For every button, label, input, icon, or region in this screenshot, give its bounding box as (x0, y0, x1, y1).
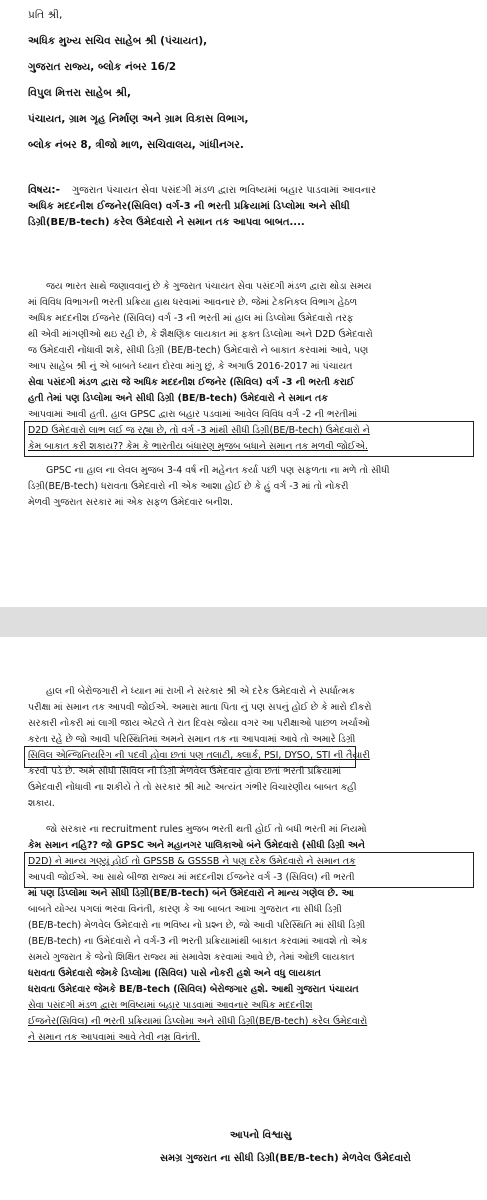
paragraph-line: સરકારી નોકરી માં લાગી જાય એટલે તે રાત દિવસ જોયા વગર આ પરીક્ષાઓ પાછળ ખર્ચાઓ (28, 718, 370, 729)
address-line: પંચાયત, ગ્રામ ગૃહ નિર્માણ અને ગ્રામ વિકાસ વિભાગ, (28, 113, 249, 125)
paragraph-line: ડિગ્રી(BE/B-tech) ધરાવતા ઉમેદવારો ની એક આશા હોઈ છે કે હું વર્ગ -3 માં તો નોકરી (28, 481, 349, 492)
paragraph-line: D2D ઉમેદવારો લાભ લઈ જ રહ્યા છે, તો વર્ગ -3 માંથી સીધી ડિગ્રી(BE/B-tech) ઉમેદવારો ને (28, 425, 370, 436)
signature-line: સમગ્ર ગુજરાત ના સીધી ડિગ્રી(BE/B-tech) મેળવેલ ઉમેદવારો (160, 1153, 411, 1164)
paragraph-line: ઈજનેર(સિવિલ) ની ભરતી પ્રક્રિયામાં ડિપ્લોમા અને સીધી ડિગ્રી(BE/B-tech) કરેલ ઉમેદવારો (28, 1016, 368, 1027)
paragraph-line: GPSC ના હાલ ના લેવલ મુજબ 3-4 વર્ષ ની મહેનત કર્યા પછી પણ સફળતા ના મળે તો સીધી (46, 465, 390, 476)
paragraph-line: ઉમેદવારી નોંધાવી ના શકીયે તે તો સરકાર શ્રી માટે અત્યંત ગંભીર વિચારણીય બાબત કહી (28, 782, 357, 793)
paragraph-line: જો સરકાર ના recruitment rules મુજબ ભરતી થતી હોઈ તો બધી ભરતી માં નિયમો (46, 824, 367, 835)
paragraph-line: આપવી જોઈએ. આ સાથે બીજા રાજ્ય માં મદદનીશ ઈજનેર વર્ગ -3 (સિવિલ) ની ભરતી (28, 872, 355, 883)
paragraph-line: કરવી પડે છે. અમે સીધી સિવિલ ની ડિગ્રી મેળવેલ ઉમેદવાર હોવા છતાં ભરતી પ્રક્રિયામાં (28, 766, 342, 777)
subject-line: ડિગ્રી(BE/B-tech) કરેલ ઉમેદવારો ને સમાન તક આપવા બાબત.... (28, 217, 305, 228)
paragraph-line: સમયે ગુજરાત કે જેનો શિક્ષિત રાજ્ય માં સમાવેશ કરવામાં આવે છે, તેમાં ઓછી લાયકાત (28, 952, 355, 963)
paragraph-line: (BE/B-tech) ના ઉમેદવારો ને વર્ગ-3 ની ભરતી પ્રક્રિયામાંથી બાકાત કરવામાં આવશે તો એક (28, 936, 368, 947)
subject-line: ગુજરાત પંચાયત સેવા પસંદગી મંડળ દ્વારા ભવિષ્યમાં બહાર પાડવામાં આવનાર (72, 185, 377, 196)
page-separator (0, 607, 487, 637)
paragraph-line: હતી તેમાં પણ ડિપ્લોમા અને સીધી ડિગ્રી (BE/B-tech) ઉમેદવારો ને સમાન તક (28, 393, 328, 404)
address-line: અધિક મુખ્ય સચિવ સાહેબ શ્રી (પંચાયત), (28, 35, 208, 47)
paragraph-line: માં વિવિધ વિભાગની ભરતી પ્રક્રિયા હાથ ધરવામાં આવનાર છે. જેમાં ટેકનિકલ વિભાગ હેઠળ (28, 297, 358, 308)
paragraph-line: માં પણ ડિપ્લોમા અને સીધી ડિગ્રી(BE/B-tech) બંને ઉમેદવારો ને માન્ય ગણેલ છે. આ (28, 888, 354, 899)
paragraph-line: મેળવી ગુજરાત સરકાર માં એક સફળ ઉમેદવાર બનીશ. (28, 497, 233, 508)
address-line: ગુજરાત રાજ્ય, બ્લોક નંબર 16/2 (28, 61, 177, 73)
paragraph-line: સેવા પસંદગી મંડળ દ્વારા ભવિષ્યમાં બહાર પાડવામાં આવનાર અધિક મદદનીશ (28, 1000, 313, 1011)
paragraph-line: અધિક મદદનીશ ઈજનેર (સિવિલ) વર્ગ -3 ની ભરતી માં હાલ માં ડિપ્લોમા ઉમેદવારો તરફ (28, 313, 354, 324)
paragraph-line: આપ સાહેબ શ્રી નું એ બાબતે ધ્યાન દોરવા માંગુ છું, કે અગાઉ 2016-2017 માં પંચાયત (28, 361, 353, 372)
paragraph-line: કેમ બાકાત કરી શકાય?? કેમ કે ભારતીય બંધારણ મુજબ બધાને સમાન તક મળવી જોઈએ. (28, 441, 368, 452)
letter-page-2 (0, 637, 487, 1200)
highlight-box (24, 852, 474, 888)
paragraph-line: સેવા પસંદગી મંડળ દ્વારા જે અધિક મદદનીશ ઈજનેર (સિવિલ) વર્ગ -3 ની ભરતી કરાઈ (28, 377, 355, 388)
address-line: વિપુલ મિત્તરા સાહેબ શ્રી, (28, 87, 131, 99)
subject-line: અધિક મદદનીશ ઈજનેર(સિવિલ) વર્ગ-3 ની ભરતી પ્રક્રિયામાં ડિપ્લોમા અને સીધી (28, 201, 350, 212)
paragraph-line: પરીક્ષા માં સમાન તક આપવી જોઈએ. અમારા માતા પિતા નું પણ સપનું હોઈ છે કે મારો દીકરો (28, 702, 372, 713)
paragraph-line: બાબતે યોગ્ય પગલાં ભરવા વિનંતી, કારણ કે આ બાબત આખા ગુજરાત ના સીધી ડિગ્રી (28, 904, 342, 915)
paragraph-line: (BE/B-tech) મેળવેલ ઉમેદવારો ના ભવિષ્ય નો પ્રશ્ન છે, જો આવી પરિસ્થિતિ માં સીધી ડિગ્રી (28, 920, 366, 931)
subject-label: વિષય:- (28, 184, 60, 196)
paragraph-line: D2D) ને માન્ય ગણ્યું હોઈ તો GPSSB & GSSSB ને પણ દરેક ઉમેદવારો ને સમાન તક (28, 856, 356, 867)
paragraph-line: આપવામાં આવી હતી. હાલ GPSC દ્વારા બહાર પડવામાં આવેલ વિવિધ વર્ગ -2 ની ભરતીમાં (28, 409, 358, 420)
paragraph-line: ને સમાન તક આપવામાં આવે તેવી નમ્ર વિનંતી. (28, 1032, 201, 1043)
paragraph-line: ધરાવતા ઉમેદવારો જેમકે ડિપ્લોમા (સિવિલ) પાસે નોકરી હશે અને વધુ લાયકાત (28, 968, 321, 979)
address-line: બ્લોક નંબર 8, ત્રીજો માળ, સચિવાલય, ગાંધીનગર. (28, 139, 244, 151)
paragraph-line: જ ઉમેદવારી નોંધાવી શકે, સીધી ડિગ્રી (BE/B-tech) ઉમેદવારો ને બાકાત કરવામાં આવે, પણ (28, 345, 369, 356)
paragraph-line: ધરાવતા ઉમેદવાર જેમકે BE/B-tech (સિવિલ) બેરોજગાર હશે. આથી ગુજરાત પંચાયત (28, 984, 359, 995)
paragraph-line: હાલ ની બેરોજગારી ને ધ્યાન માં રાખી ને સરકાર શ્રી એ દરેક ઉમેદવારો ને સ્પર્ધાત્મક (46, 686, 355, 697)
paragraph-line: સિવિલ એન્જિનિયરિંગ ની પદવી હોવા છતાં પણ તલાટી, ક્લાર્ક, PSI, DYSO, STI ની તૈયારી (28, 750, 370, 761)
highlight-box (24, 746, 356, 768)
paragraph-line: કરતા રહે છે જો આવી પરિસ્થિતિમાં અમને સમાન તક ના આપવામાં આવે તો અમારે ડિગ્રી (28, 734, 356, 745)
paragraph-line: જય ભારત સાથે જણાવવાનું છે કે ગુજરાત પંચાયત સેવા પસંદગી મંડળ દ્વારા થોડા સમય (46, 281, 372, 292)
address-line: પ્રતિ શ્રી, (28, 9, 63, 21)
closing-salutation: આપનો વિશ્વાસુ (230, 1130, 292, 1141)
paragraph-line: થી એવી માંગણીઓ થઇ રહી છે, કે શૈક્ષણિક લાયકાત માં ફક્ત ડિપ્લોમા અને D2D ઉમેદવારો (28, 329, 373, 340)
paragraph-line: કેમ સમાન નહિ?? જો GPSC અને મહાનગર પાલિકાઓ બંને ઉમેદવારો (સીધી ડિગ્રી અને (28, 840, 365, 851)
highlight-box (24, 421, 474, 457)
paragraph-line: શકાય. (28, 798, 55, 809)
